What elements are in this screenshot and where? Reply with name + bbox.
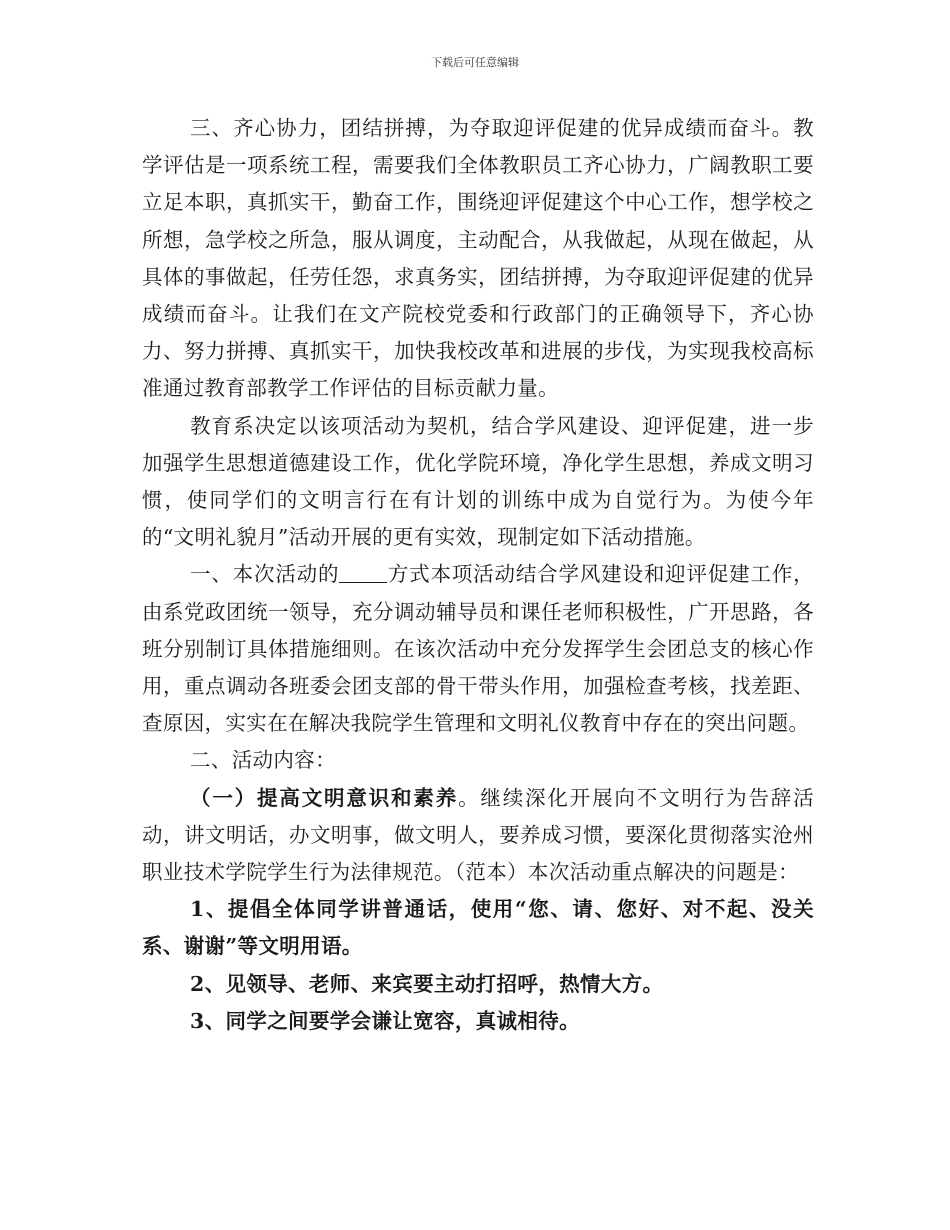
section-heading-content: 二、活动内容： (190, 748, 336, 773)
civility-text: 。继续深化开展向不文明行为告辞活动，讲文明话，办文明事，做文明人，要养成习惯，要深化贯彻落实沧州职业技术学院学生行为法律规范。（范本）本次活动重点解决的问题是： (142, 785, 814, 885)
paragraph-civility (142, 780, 814, 892)
fill-blank (339, 564, 387, 583)
paragraph-activity-intro: 教育系决定以该项活动为契机，结合学风建设、迎评促建，进一步加强学生思想道德建设工作，优化学院环境，净化学生思想，养成文明习惯，使同学们的文明言行在有计划的训练中成为自觉行为。为使今年的“文明礼貌月”活动开展的更有实效，现制定如下活动措施。 (142, 413, 814, 550)
list-item-1: 1、提倡全体同学讲普通话，使用“您、请、您好、对不起、没关系、谢谢”等文明用语。 (142, 897, 814, 959)
paragraph-activity-method (142, 556, 814, 742)
method-text-rest: 方式本项活动结合学风建设和迎评促建工作，由系党政团统一领导，充分调动辅导员和课任老师积极性，广开思路，各班分别制订具体措施细则。在该次活动中充分发挥学生会团总支的核心作用，重点调动各班委会团支部的骨干带头作用，加强检查考核，找差距、查原因，实实在在解决我院学生管理和文明礼仪教育中存在的突出问题。 (142, 562, 815, 736)
list-item-2: 2、见领导、老师、来宾要主动打招呼，热情大方。 (190, 971, 664, 996)
list-item-3: 3、同学之间要学会谦让宽容，真诚相待。 (190, 1008, 580, 1033)
document-body (142, 110, 814, 1040)
paragraph-unity: 三、齐心协力，团结拼搏，为夺取迎评促建的优异成绩而奋斗。教学评估是一项系统工程，需要我们全体教职员工齐心协力，广阔教职工要立足本职，真抓实干，勤奋工作，围绕迎评促建这个中心工作，想学校之所想，急学校之所急，服从调度，主动配合，从我做起，从现在做起，从具体的事做起，任劳任怨，求真务实，团结拼搏，为夺取迎评促建的优异成绩而奋斗。让我们在文产院校党委和行政部门的正确领导下，齐心协力、努力拼搏、真抓实干，加快我校改革和进展的步伐，为实现我校高标准通过教育部教学工作评估的目标贡献力量。 (142, 116, 814, 401)
page-header: 下载后可任意编辑 (431, 56, 519, 69)
method-text-start: 一、本次活动的 (190, 562, 340, 587)
subheading-civility: （一）提高文明意识和素养 (190, 785, 459, 810)
